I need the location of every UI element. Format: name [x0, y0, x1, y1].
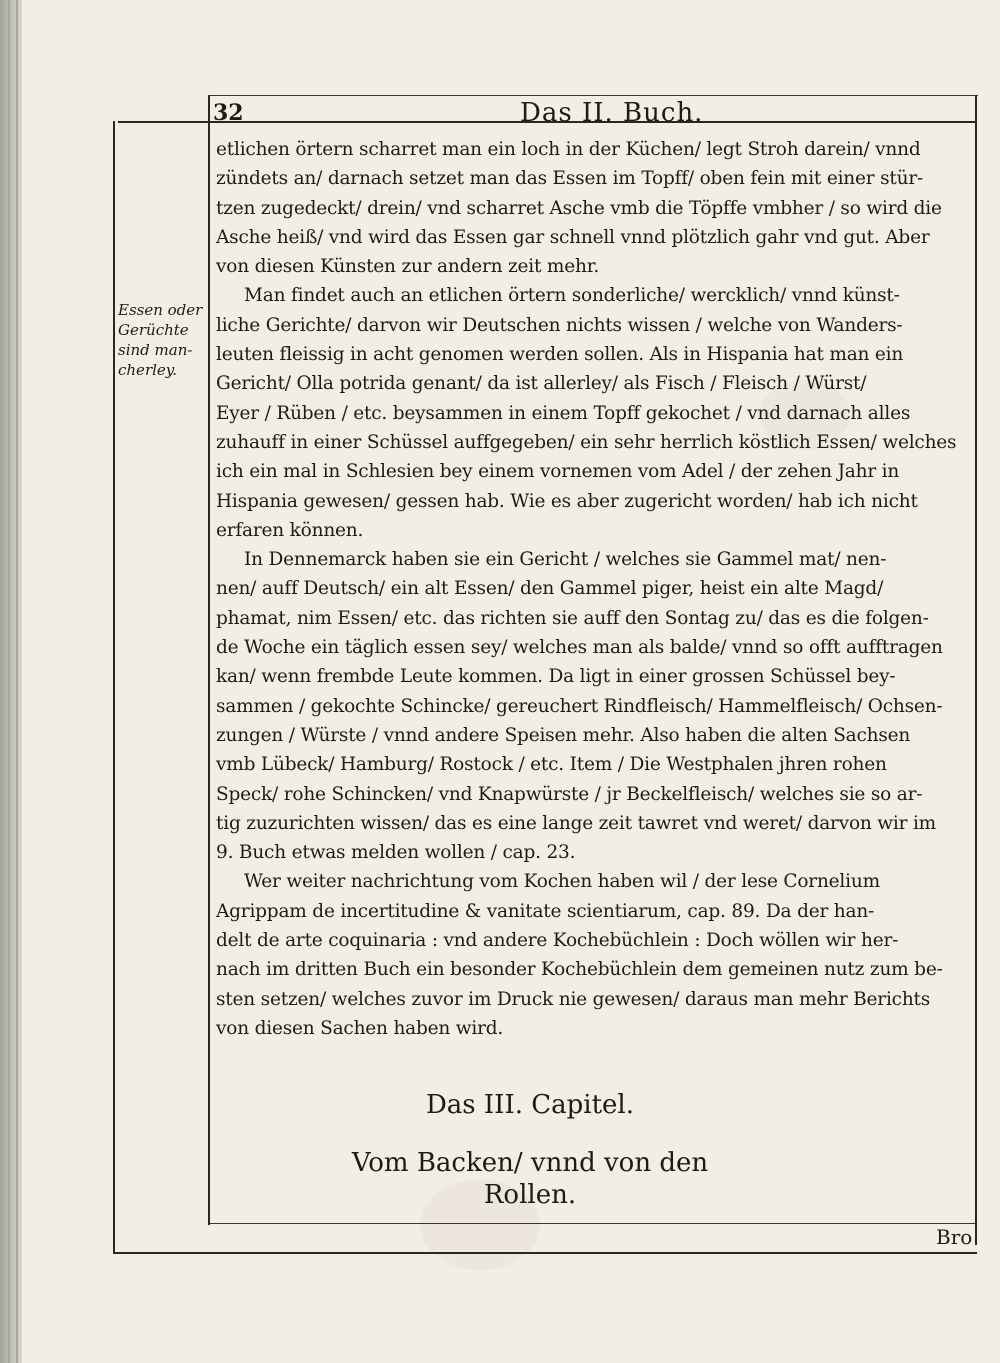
margin-note-line: Gerüchte	[118, 321, 189, 339]
text-line: zungen / Würste / vnnd andere Speisen mehr. Also haben die alten Sachsen	[216, 724, 911, 746]
text-line: Hispania gewesen/ gessen hab. Wie es aber zugericht worden/ hab ich nicht	[216, 490, 918, 512]
frame-rule-top	[210, 95, 978, 96]
text-line: Man findet auch an etlichen örtern sonderliche/ wercklich/ vnnd künst-	[244, 285, 900, 307]
text-line: ich ein mal in Schlesien bey einem vornemen vom Adel / der zehen Jahr in	[216, 461, 900, 483]
binding-shadow-line	[8, 0, 10, 1363]
text-line: nach im dritten Buch ein besonder Kochebüchlein dem gemeinen nutz zum be-	[216, 959, 943, 981]
chapter-heading: Das III. Capitel.	[425, 1090, 635, 1120]
text-line: zündets an/ darnach setzet man das Essen im Topff/ oben fein mit einer stür-	[216, 168, 924, 190]
chapter-title-line: Rollen.	[483, 1180, 577, 1210]
text-line: de Woche ein täglich essen sey/ welches man als balde/ vnnd so offt aufftragen	[216, 637, 943, 659]
text-line: von diesen Sachen haben wird.	[216, 1017, 504, 1039]
book-binding-edge	[0, 0, 22, 1363]
text-line: phamat, nim Essen/ etc. das richten sie auff den Sontag zu/ das es die folgen-	[216, 607, 929, 629]
text-line: tzen zugedeckt/ drein/ vnd scharret Asche vmb die Töpffe vmbher / so wird die	[216, 197, 942, 219]
text-line: Wer weiter nachrichtung vom Kochen haben wil / der lese Cornelium	[244, 871, 880, 893]
chapter-title-line: Vom Backen/ vnnd von den	[351, 1148, 709, 1178]
text-line: nen/ auff Deutsch/ ein alt Essen/ den Gammel piger, heist ein alte Magd/	[216, 578, 884, 600]
text-line: sammen / gekochte Schincke/ gereuchert Rindfleisch/ Hammelfleisch/ Ochsen-	[216, 695, 943, 717]
text-line: Gericht/ Olla potrida genant/ da ist allerley/ als Fisch / Fleisch / Würst/	[216, 373, 867, 395]
text-line: vmb Lübeck/ Hamburg/ Rostock / etc. Item / Die Westphalen jhren rohen	[216, 754, 887, 776]
frame-rule-inner-left	[208, 95, 210, 1225]
text-line: Agrippam de incertitudine & vanitate scientiarum, cap. 89. Da der han-	[216, 900, 875, 922]
frame-rule-bottom-inner	[210, 1223, 976, 1224]
text-line: zuhauff in einer Schüssel auffgegeben/ ein sehr herrlich köstlich Essen/ welches	[216, 431, 957, 453]
catchword: Bro	[936, 1225, 973, 1249]
text-line: liche Gerichte/ darvon wir Deutschen nichts wissen / welche von Wanders-	[216, 314, 903, 336]
text-line: Speck/ rohe Schincken/ vnd Knapwürste / jr Beckelfleisch/ welches sie so ar-	[216, 783, 923, 805]
margin-note	[118, 300, 208, 380]
text-line: kan/ wenn frembde Leute kommen. Da ligt in einer grossen Schüssel bey-	[216, 666, 896, 688]
body-text	[216, 135, 976, 1043]
page-number: 32	[213, 100, 244, 126]
frame-rule-outer-left	[113, 121, 115, 1254]
text-line: etlichen örtern scharret man ein loch in der Küchen/ legt Stroh darein/ vnnd	[216, 139, 921, 160]
margin-note-line: cherley.	[118, 361, 178, 379]
text-line: erfaren können.	[216, 519, 364, 541]
margin-note-line: Essen oder	[118, 301, 203, 319]
text-line: von diesen Künsten zur andern zeit mehr.	[216, 256, 600, 278]
text-line: Asche heiß/ vnd wird das Essen gar schnell vnnd plötzlich gahr vnd gut. Aber	[216, 226, 930, 248]
running-head: Das II. Buch.	[520, 98, 704, 128]
text-line: delt de arte coquinaria : vnd andere Kochebüchlein : Doch wöllen wir her-	[216, 930, 899, 952]
text-line: 9. Buch etwas melden wollen / cap. 23.	[216, 842, 576, 864]
text-line: tig zuzurichten wissen/ das es eine lange zeit tawret vnd weret/ darvon wir im	[216, 812, 937, 834]
text-line: Eyer / Rüben / etc. beysammen in einem Topff gekochet / vnd darnach alles	[216, 402, 911, 424]
text-line: leuten fleissig in acht genomen werden sollen. Als in Hispania hat man ein	[216, 344, 904, 366]
text-line: sten setzen/ welches zuvor im Druck nie gewesen/ daraus man mehr Berichts	[216, 988, 931, 1010]
text-line: In Dennemarck haben sie ein Gericht / welches sie Gammel mat/ nen-	[244, 549, 887, 571]
margin-note-line: sind man-	[118, 341, 193, 359]
frame-rule-bottom	[113, 1252, 977, 1254]
binding-shadow-line	[16, 0, 18, 1363]
